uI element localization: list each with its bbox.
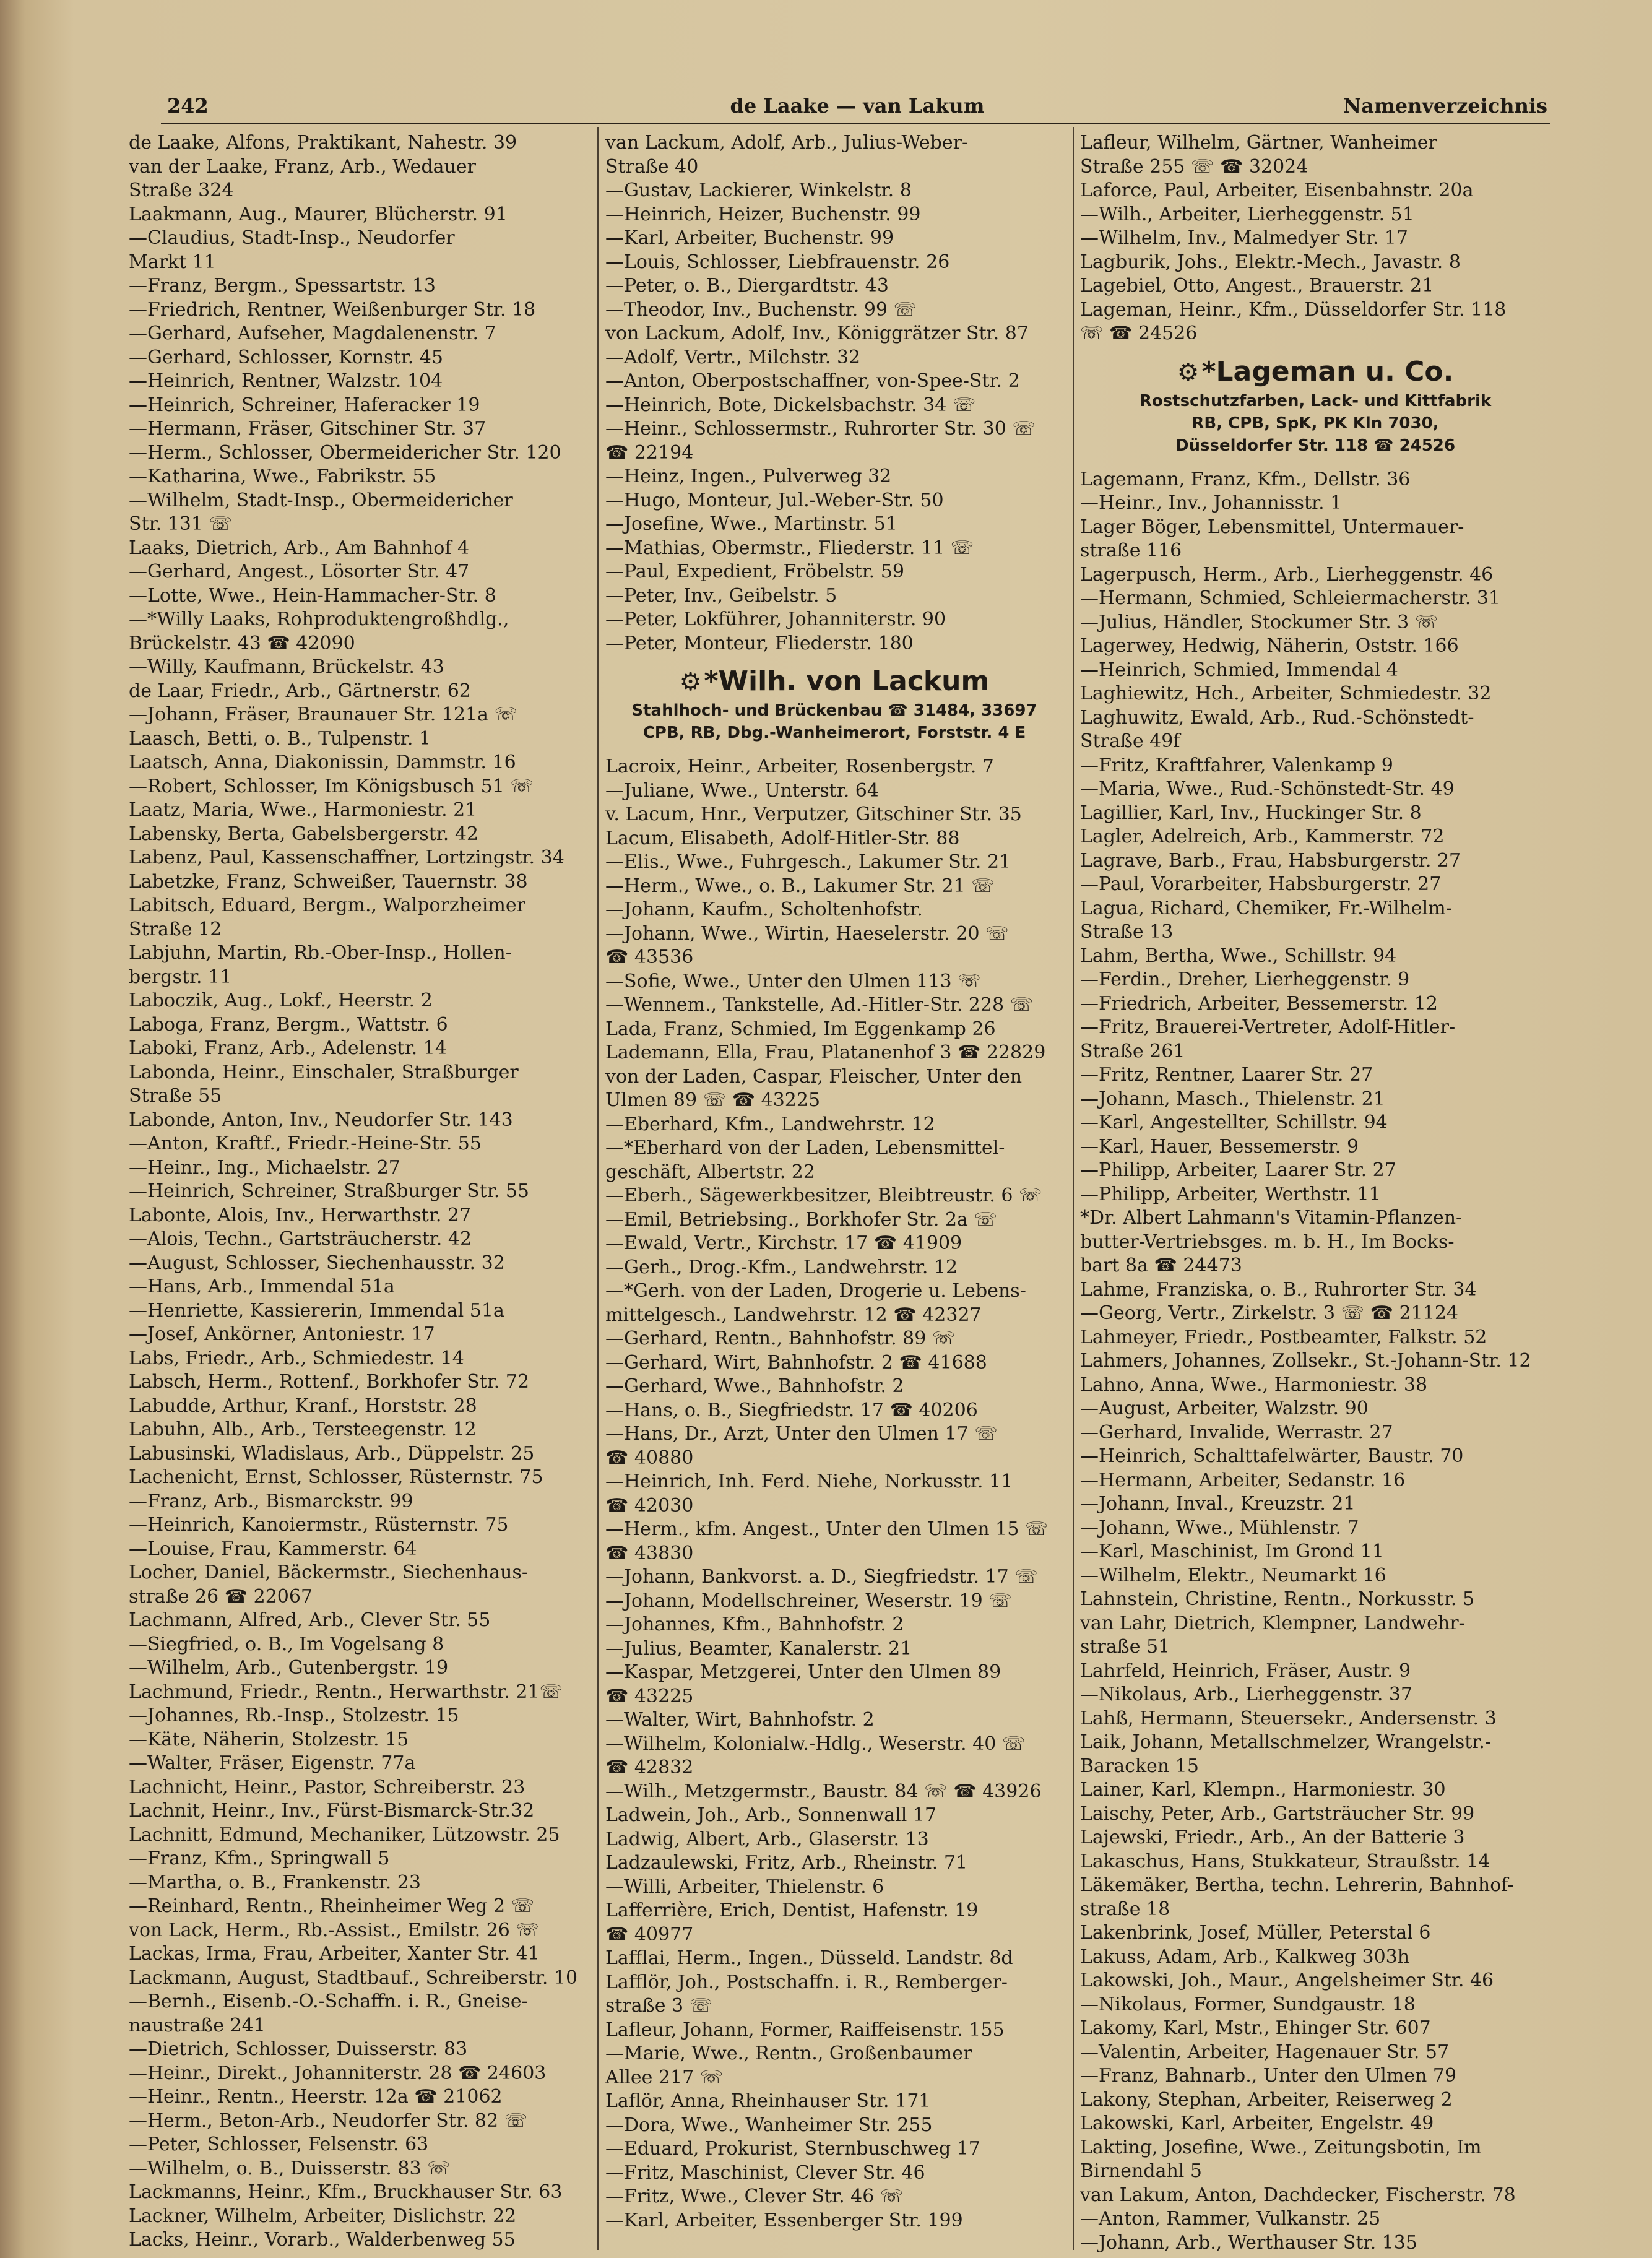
directory-entry: Straße 261 <box>1080 1040 1185 1062</box>
directory-entry: —Eberhard, Kfm., Landwehrstr. 12 <box>605 1113 935 1135</box>
directory-entry: Straße 12 <box>129 918 222 940</box>
directory-entry: Labitsch, Eduard, Bergm., Walporzheimer <box>129 894 525 916</box>
directory-entry: —Alois, Techn., Gartsträucherstr. 42 <box>129 1228 472 1250</box>
directory-entry: —Fritz, Wwe., Clever Str. 46 ☏ <box>605 2186 904 2207</box>
directory-entry: —Heinz, Ingen., Pulverweg 32 <box>605 465 892 487</box>
column-2-entries-bottom <box>605 755 1063 2233</box>
directory-entry: —Johann, Kaufm., Scholtenhofstr. <box>605 899 923 920</box>
directory-entry: Lachnit, Heinr., Inv., Fürst-Bismarck-Str.32 <box>129 1800 535 1822</box>
directory-entry: butter-Vertriebsges. m. b. H., Im Bocks- <box>1080 1231 1455 1253</box>
directory-entry: Straße 40 <box>605 155 699 178</box>
directory-entry: —Dietrich, Schlosser, Duisserstr. 83 <box>129 2038 468 2060</box>
directory-entry: Ladwig, Albert, Arb., Glaserstr. 13 <box>605 1828 929 1850</box>
ad-line: RB, CPB, SpK, PK Kln 7030, <box>1191 413 1439 433</box>
directory-entry: v. Lacum, Hnr., Verputzer, Gitschiner Str. 35 <box>605 803 1022 825</box>
directory-entry: Labonde, Anton, Inv., Neudorfer Str. 143 <box>129 1109 513 1131</box>
directory-entry: —Walter, Fräser, Eigenstr. 77a <box>129 1752 416 1774</box>
directory-entry: —Katharina, Wwe., Fabrikstr. 55 <box>129 465 436 487</box>
directory-entry: —Maria, Wwe., Rud.-Schönstedt-Str. 49 <box>1080 778 1455 800</box>
directory-entry: —Johann, Fräser, Braunauer Str. 121a ☏ <box>129 704 517 725</box>
directory-entry: —Hugo, Monteur, Jul.-Weber-Str. 50 <box>605 489 944 511</box>
directory-entry: Lackmann, August, Stadtbauf., Schreiberstr. 10 <box>129 1966 578 1989</box>
directory-entry: Lageman, Heinr., Kfm., Düsseldorfer Str. 118 <box>1080 298 1507 321</box>
column-3-entries-top <box>1080 131 1550 346</box>
directory-entry: Laboga, Franz, Bergm., Wattstr. 6 <box>129 1013 448 1036</box>
directory-entry: —Anton, Rammer, Vulkanstr. 25 <box>1080 2208 1381 2230</box>
directory-entry: Lakowski, Joh., Maur., Angelsheimer Str. 46 <box>1080 1970 1494 1991</box>
ad-title: *Lageman u. Co. <box>1201 355 1454 387</box>
directory-entry: —Peter, Lokführer, Johanniterstr. 90 <box>605 608 946 630</box>
directory-entry: Lackas, Irma, Frau, Arbeiter, Xanter Str. 41 <box>129 1943 540 1965</box>
directory-entry: —Käte, Näherin, Stolzestr. 15 <box>129 1728 409 1750</box>
directory-entry: —Georg, Vertr., Zirkelstr. 3 ☏ ☎ 21124 <box>1080 1302 1459 1324</box>
directory-entry: —Mathias, Obermstr., Fliederstr. 11 ☏ <box>605 537 974 559</box>
directory-entry: ☎ 40977 <box>605 1923 694 1945</box>
directory-entry: de Laake, Alfons, Praktikant, Nahestr. 39 <box>129 132 517 154</box>
directory-entry: Lachnitt, Edmund, Mechaniker, Lützowstr. 25 <box>129 1823 560 1846</box>
directory-entry: Locher, Daniel, Bäckermstr., Siechenhaus- <box>129 1562 528 1583</box>
directory-entry: Lafferrière, Erich, Dentist, Hafenstr. 19 <box>605 1900 979 1921</box>
directory-entry: van Lahr, Dietrich, Klempner, Landwehr- <box>1080 1612 1465 1634</box>
directory-entry: Labonte, Alois, Inv., Herwarthstr. 27 <box>129 1204 472 1226</box>
directory-entry: —Franz, Kfm., Springwall 5 <box>129 1848 390 1869</box>
directory-entry: —Johannes, Kfm., Bahnhofstr. 2 <box>605 1614 904 1635</box>
directory-entry: Ulmen 89 ☏ ☎ 43225 <box>605 1089 821 1111</box>
page-header <box>167 92 1547 121</box>
directory-entry: —Karl, Arbeiter, Buchenstr. 99 <box>605 227 894 249</box>
directory-entry: Straße 324 <box>129 180 234 201</box>
directory-entry: —Johann, Inval., Kreuzstr. 21 <box>1080 1493 1356 1515</box>
directory-entry: —Johann, Bankvorst. a. D., Siegfriedstr. 17 ☏ <box>605 1566 1038 1588</box>
directory-entry: —Anton, Kraftf., Friedr.-Heine-Str. 55 <box>129 1133 482 1154</box>
directory-entry: —Johann, Masch., Thielenstr. 21 <box>1080 1088 1385 1110</box>
directory-entry: Lafleur, Johann, Former, Raiffeisenstr. 155 <box>605 2018 1005 2041</box>
directory-entry: Lachenicht, Ernst, Schlosser, Rüsternstr. 75 <box>129 1466 543 1488</box>
directory-entry: —Nikolaus, Arb., Lierheggenstr. 37 <box>1080 1684 1413 1705</box>
directory-entry: —Hans, Arb., Immendal 51a <box>129 1276 395 1297</box>
directory-entry: —Fritz, Rentner, Laarer Str. 27 <box>1080 1064 1373 1086</box>
directory-entry: Lahnstein, Christine, Rentn., Norkusstr. 5 <box>1080 1588 1474 1610</box>
directory-entry: Birnendahl 5 <box>1080 2160 1203 2182</box>
directory-entry: Lakuss, Adam, Arb., Kalkweg 303h <box>1080 1945 1410 1968</box>
directory-entry: geschäft, Albertstr. 22 <box>605 1161 815 1183</box>
directory-entry: von Lackum, Adolf, Inv., Königgrätzer Str. 87 <box>605 322 1029 344</box>
directory-entry: —Heinr., Inv., Johannisstr. 1 <box>1080 492 1343 514</box>
column-2-entries-top <box>605 131 1063 655</box>
directory-entry: straße 3 ☏ <box>605 1995 713 2017</box>
directory-entry: —Gerhard, Invalide, Werrastr. 27 <box>1080 1421 1393 1443</box>
directory-entry: Lackmanns, Heinr., Kfm., Bruckhauser Str. 63 <box>129 2181 563 2203</box>
ad-line: Stahlhoch- und Brückenbau ☎ 31484, 33697 <box>631 701 1037 720</box>
directory-entry: —Martha, o. B., Frankenstr. 23 <box>129 1871 421 1893</box>
directory-entry: —Gerhard, Angest., Lösorter Str. 47 <box>129 561 470 582</box>
directory-entry: Lager Böger, Lebensmittel, Untermauer- <box>1080 516 1464 538</box>
directory-entry: —Ewald, Vertr., Kirchstr. 17 ☎ 41909 <box>605 1232 962 1254</box>
directory-entry: —Franz, Bahnarb., Unter den Ulmen 79 <box>1080 2065 1457 2087</box>
directory-entry: —*Eberhard von der Laden, Lebensmittel- <box>605 1137 1005 1159</box>
directory-entry: —Dora, Wwe., Wanheimer Str. 255 <box>605 2114 933 2136</box>
directory-entry: Straße 13 <box>1080 921 1174 943</box>
directory-entry: Lafflör, Joh., Postschaffn. i. R., Remberger- <box>605 1971 1008 1993</box>
directory-entry: —Gustav, Lackierer, Winkelstr. 8 <box>605 180 912 201</box>
directory-entry: —*Gerh. von der Laden, Drogerie u. Lebens- <box>605 1280 1026 1302</box>
directory-entry: Lakenbrink, Josef, Müller, Peterstal 6 <box>1080 1922 1431 1944</box>
directory-entry: —Philipp, Arbeiter, Laarer Str. 27 <box>1080 1159 1396 1181</box>
directory-entry: —Gerhard, Schlosser, Kornstr. 45 <box>129 346 443 368</box>
directory-entry: —Johannes, Rb.-Insp., Stolzestr. 15 <box>129 1705 459 1726</box>
directory-entry: Lachnicht, Heinr., Pastor, Schreiberstr. 23 <box>129 1776 525 1798</box>
directory-entry: Labensky, Berta, Gabelsbergerstr. 42 <box>129 823 478 845</box>
directory-entry: Lakowski, Karl, Arbeiter, Engelstr. 49 <box>1080 2113 1434 2134</box>
directory-entry: Lakomy, Karl, Mstr., Ehinger Str. 607 <box>1080 2017 1431 2039</box>
directory-entry: —Kaspar, Metzgerei, Unter den Ulmen 89 <box>605 1661 1001 1683</box>
directory-entry: —Wilhelm, o. B., Duisserstr. 83 ☏ <box>129 2157 451 2179</box>
directory-entry: —Julius, Händler, Stockumer Str. 3 ☏ <box>1080 611 1438 633</box>
directory-entry: naustraße 241 <box>129 2014 266 2036</box>
directory-entry: Lahno, Anna, Wwe., Harmoniestr. 38 <box>1080 1373 1428 1396</box>
directory-entry: Laghiewitz, Hch., Arbeiter, Schmiedestr. 32 <box>1080 683 1492 704</box>
directory-entry: —Eberh., Sägewerkbesitzer, Bleibtreustr. 6 ☏ <box>605 1185 1042 1206</box>
directory-entry: ☏ ☎ 24526 <box>1080 322 1198 344</box>
directory-entry: Lachmund, Friedr., Rentn., Herwarthstr. 21☏ <box>129 1681 563 1703</box>
directory-entry: Lackner, Wilhelm, Arbeiter, Dislichstr. 22 <box>129 2205 517 2227</box>
directory-entry: Brückelstr. 43 ☎ 42090 <box>129 632 355 654</box>
directory-entry: —Walter, Wirt, Bahnhofstr. 2 <box>605 1709 875 1731</box>
directory-entry: Labjuhn, Martin, Rb.-Ober-Insp., Hollen- <box>129 942 512 964</box>
directory-entry: —Heinrich, Rentner, Walzstr. 104 <box>129 370 443 392</box>
header-rule <box>161 123 1550 124</box>
directory-entry: Lahmers, Johannes, Zollsekr., St.-Johann-Str. 12 <box>1080 1350 1531 1372</box>
directory-entry: —Heinr., Schlossermstr., Ruhrorter Str. 30 ☏ <box>605 418 1036 439</box>
directory-entry: —Herm., Wwe., o. B., Lakumer Str. 21 ☏ <box>605 875 995 897</box>
directory-entry: Labenz, Paul, Kassenschaffner, Lortzingstr. 34 <box>129 847 564 868</box>
directory-entry: —Friedrich, Arbeiter, Bessemerstr. 12 <box>1080 992 1438 1014</box>
directory-entry: —Peter, Schlosser, Felsenstr. 63 <box>129 2134 429 2155</box>
directory-entry: —Heinrich, Schreiner, Haferacker 19 <box>129 394 480 416</box>
directory-entry: —August, Schlosser, Siechenhausstr. 32 <box>129 1252 505 1274</box>
directory-entry: von der Laden, Caspar, Fleischer, Unter den <box>605 1065 1023 1088</box>
directory-entry: Laatsch, Anna, Diakonissin, Dammstr. 16 <box>129 751 516 773</box>
directory-entry: Lainer, Karl, Klempn., Harmoniestr. 30 <box>1080 1779 1446 1801</box>
directory-entry: —Sofie, Wwe., Unter den Ulmen 113 ☏ <box>605 970 981 992</box>
directory-entry: —Louis, Schlosser, Liebfrauenstr. 26 <box>605 251 950 273</box>
directory-entry: Lafflai, Herm., Ingen., Düsseld. Landstr. 8d <box>605 1947 1013 1969</box>
gear-icon: ⚙ <box>1177 358 1200 387</box>
directory-entry: —Franz, Arb., Bismarckstr. 99 <box>129 1490 413 1512</box>
directory-entry: ☎ 40880 <box>605 1447 694 1469</box>
page-title: de Laake — van Lakum <box>730 94 985 118</box>
directory-entry: Lacks, Heinr., Vorarb., Walderbenweg 55 <box>129 2229 516 2251</box>
directory-entry: Baracken 15 <box>1080 1755 1199 1777</box>
ad-line: CPB, RB, Dbg.-Wanheimerort, Forststr. 4 E <box>642 724 1026 742</box>
directory-entry: Laaks, Dietrich, Arb., Am Bahnhof 4 <box>129 537 470 559</box>
directory-entry: —Hans, o. B., Siegfriedstr. 17 ☎ 40206 <box>605 1399 978 1421</box>
directory-entry: —Heinrich, Kanoiermstr., Rüsternstr. 75 <box>129 1514 509 1536</box>
directory-entry: Straße 49f <box>1080 730 1180 752</box>
directory-entry: —Hermann, Fräser, Gitschiner Str. 37 <box>129 418 487 439</box>
directory-entry: ☎ 43536 <box>605 946 694 968</box>
directory-entry: —Paul, Expedient, Fröbelstr. 59 <box>605 561 905 582</box>
directory-entry: Laghuwitz, Ewald, Arb., Rud.-Schönstedt- <box>1080 706 1474 729</box>
directory-entry: Ladzaulewski, Fritz, Arb., Rheinstr. 71 <box>605 1852 968 1874</box>
directory-entry: straße 26 ☎ 22067 <box>129 1585 313 1607</box>
directory-entry: Lahm, Bertha, Wwe., Schillstr. 94 <box>1080 945 1397 967</box>
directory-entry: Laischy, Peter, Arb., Gartsträucher Str. 99 <box>1080 1802 1475 1825</box>
directory-entry: Lagillier, Karl, Inv., Huckinger Str. 8 <box>1080 802 1422 824</box>
directory-entry: —Siegfried, o. B., Im Vogelsang 8 <box>129 1633 444 1655</box>
directory-entry: —Gerh., Drog.-Kfm., Landwehrstr. 12 <box>605 1256 958 1278</box>
ad-line: Rostschutzfarben, Lack- und Kittfabrik <box>1139 391 1492 410</box>
directory-entry: —Louise, Frau, Kammerstr. 64 <box>129 1538 417 1560</box>
directory-entry: —Gerhard, Wirt, Bahnhofstr. 2 ☎ 41688 <box>605 1351 987 1373</box>
directory-entry: van der Laake, Franz, Arb., Wedauer <box>129 155 476 178</box>
directory-entry: Laasch, Betti, o. B., Tulpenstr. 1 <box>129 727 431 750</box>
directory-entry: —Claudius, Stadt-Insp., Neudorfer <box>129 227 455 249</box>
directory-entry: Lafleur, Wilhelm, Gärtner, Wanheimer <box>1080 132 1437 154</box>
directory-entry: —Elis., Wwe., Fuhrgesch., Lakumer Str. 21 <box>605 851 1011 873</box>
directory-entry: —Wennem., Tankstelle, Ad.-Hitler-Str. 228 ☏ <box>605 994 1034 1016</box>
directory-entry: Lakony, Stephan, Arbeiter, Reiserweg 2 <box>1080 2088 1453 2111</box>
directory-entry: —Theodor, Inv., Buchenstr. 99 ☏ <box>605 298 917 321</box>
directory-entry: Lagburik, Johs., Elektr.-Mech., Javastr. 8 <box>1080 251 1461 273</box>
directory-entry: Labonda, Heinr., Einschaler, Straßburger <box>129 1061 519 1083</box>
directory-entry: Laboki, Franz, Arb., Adelenstr. 14 <box>129 1037 448 1059</box>
directory-entry: —Herm., Beton-Arb., Neudorfer Str. 82 ☏ <box>129 2109 528 2132</box>
directory-entry: ☎ 42030 <box>605 1494 694 1516</box>
directory-entry: Lagua, Richard, Chemiker, Fr.-Wilhelm- <box>1080 897 1452 919</box>
directory-entry: Laforce, Paul, Arbeiter, Eisenbahnstr. 20a <box>1080 180 1474 201</box>
directory-entry: —Marie, Wwe., Rentn., Großenbaumer <box>605 2043 972 2064</box>
directory-entry: Lademann, Ella, Frau, Platanenhof 3 ☎ 22829 <box>605 1042 1046 1063</box>
directory-entry: —Lotte, Wwe., Hein-Hammacher-Str. 8 <box>129 584 496 607</box>
page-number: 242 <box>167 94 209 118</box>
directory-entry: —Peter, o. B., Diergardtstr. 43 <box>605 275 889 296</box>
directory-entry: ☎ 43225 <box>605 1685 694 1707</box>
ad-line: Düsseldorfer Str. 118 ☎ 24526 <box>1175 436 1456 455</box>
directory-entry: —Josefine, Wwe., Martinstr. 51 <box>605 513 897 535</box>
directory-entry: —Friedrich, Rentner, Weißenburger Str. 18 <box>129 298 536 321</box>
directory-entry: —August, Arbeiter, Walzstr. 90 <box>1080 1398 1369 1419</box>
directory-entry: Lagrave, Barb., Frau, Habsburgerstr. 27 <box>1080 849 1461 872</box>
directory-entry: —Wilhelm, Kolonialw.-Hdlg., Weserstr. 40 ☏ <box>605 1732 1026 1755</box>
directory-entry: —Heinrich, Schreiner, Straßburger Str. 55 <box>129 1180 529 1202</box>
directory-entry: Laakmann, Aug., Maurer, Blücherstr. 91 <box>129 203 508 225</box>
directory-entry: —Anton, Oberpostschaffner, von-Spee-Str. 2 <box>605 370 1020 392</box>
directory-entry: —Johann, Modellschreiner, Weserstr. 19 ☏ <box>605 1590 1012 1612</box>
directory-entry: Lakting, Josefine, Wwe., Zeitungsbotin, Im <box>1080 2136 1482 2158</box>
directory-entry: —Karl, Angestellter, Schillstr. 94 <box>1080 1112 1388 1133</box>
column-divider <box>1073 127 1074 2250</box>
directory-entry: —Willi, Arbeiter, Thielenstr. 6 <box>605 1875 884 1898</box>
column-3 <box>1080 131 1550 2255</box>
directory-entry: Lagler, Adelreich, Arb., Kammerstr. 72 <box>1080 826 1445 847</box>
directory-entry: ☎ 42832 <box>605 1757 694 1778</box>
directory-entry: Labs, Friedr., Arb., Schmiedestr. 14 <box>129 1347 464 1369</box>
advertisement-lackum <box>605 655 1063 755</box>
directory-entry: —Wilhelm, Inv., Malmedyer Str. 17 <box>1080 227 1408 249</box>
directory-entry: Lakaschus, Hans, Stukkateur, Straußstr. 14 <box>1080 1850 1490 1872</box>
directory-entry: Lahmeyer, Friedr., Postbeamter, Falkstr. 52 <box>1080 1326 1487 1348</box>
directory-entry: Lagerwey, Hedwig, Näherin, Oststr. 166 <box>1080 635 1459 657</box>
directory-entry: —Ferdin., Dreher, Lierheggenstr. 9 <box>1080 969 1410 990</box>
directory-entry: —Valentin, Arbeiter, Hagenauer Str. 57 <box>1080 2041 1450 2063</box>
directory-entry: Markt 11 <box>129 251 216 273</box>
directory-entry: Lagerpusch, Herm., Arb., Lierheggenstr. 46 <box>1080 563 1494 586</box>
directory-entry: Laatz, Maria, Wwe., Harmoniestr. 21 <box>129 799 477 821</box>
directory-entry: —Paul, Vorarbeiter, Habsburgerstr. 27 <box>1080 873 1442 895</box>
directory-entry: Labusinski, Wladislaus, Arb., Düppelstr. 25 <box>129 1442 535 1464</box>
directory-entry: straße 51 <box>1080 1636 1170 1658</box>
directory-entry: Lahrfeld, Heinrich, Fräser, Austr. 9 <box>1080 1659 1411 1682</box>
column-divider <box>597 127 599 2250</box>
ad-title: *Wilh. von Lackum <box>704 665 990 697</box>
directory-entry: van Lackum, Adolf, Arb., Julius-Weber- <box>605 132 969 154</box>
directory-entry: —Hans, Dr., Arzt, Unter den Ulmen 17 ☏ <box>605 1423 998 1445</box>
directory-entry: Labetzke, Franz, Schweißer, Tauernstr. 38 <box>129 870 528 893</box>
directory-entry: —Heinr., Ing., Michaelstr. 27 <box>129 1156 400 1179</box>
directory-entry: Lajewski, Friedr., Arb., An der Batterie 3 <box>1080 1827 1465 1848</box>
advertisement-lageman <box>1080 346 1550 468</box>
directory-entry: —Wilhelm, Stadt-Insp., Obermeidericher <box>129 489 513 511</box>
directory-entry: —Heinr., Direkt., Johanniterstr. 28 ☎ 24603 <box>129 2062 547 2084</box>
directory-entry: —Adolf, Vertr., Milchstr. 32 <box>605 346 861 368</box>
directory-entry: —Karl, Arbeiter, Essenberger Str. 199 <box>605 2209 963 2231</box>
directory-entry: —Gerhard, Aufseher, Magdalenenstr. 7 <box>129 322 496 344</box>
directory-entry: mittelgesch., Landwehrstr. 12 ☎ 42327 <box>605 1304 982 1326</box>
directory-entry: van Lakum, Anton, Dachdecker, Fischerstr. 78 <box>1080 2184 1516 2206</box>
directory-entry: Allee 217 ☏ <box>605 2066 724 2088</box>
directory-entry: —Henriette, Kassiererin, Immendal 51a <box>129 1299 504 1321</box>
directory-entry: —Heinrich, Heizer, Buchenstr. 99 <box>605 203 921 225</box>
directory-entry: Laik, Johann, Metallschmelzer, Wrangelstr.- <box>1080 1731 1492 1753</box>
directory-entry: —Peter, Inv., Geibelstr. 5 <box>605 584 837 607</box>
directory-entry: —Gerhard, Rentn., Bahnhofstr. 89 ☏ <box>605 1328 956 1349</box>
directory-entry: —Fritz, Kraftfahrer, Valenkamp 9 <box>1080 754 1393 776</box>
directory-entry: —Julius, Beamter, Kanalerstr. 21 <box>605 1637 912 1659</box>
directory-entry: bart 8a ☎ 24473 <box>1080 1255 1242 1276</box>
column-1 <box>129 131 587 2252</box>
directory-entry: —Heinrich, Schmied, Immendal 4 <box>1080 659 1398 681</box>
directory-entry: —Willy, Kaufmann, Brückelstr. 43 <box>129 656 444 678</box>
directory-entry: —Peter, Monteur, Fliederstr. 180 <box>605 632 914 654</box>
directory-entry: —Johann, Wwe., Wirtin, Haeselerstr. 20 ☏ <box>605 922 1009 945</box>
directory-entry: —Johann, Arb., Werthauser Str. 135 <box>1080 2231 1417 2254</box>
directory-entry: —Karl, Maschinist, Im Grond 11 <box>1080 1541 1384 1562</box>
directory-entry: Labsch, Herm., Rottenf., Borkhofer Str. 72 <box>129 1371 530 1393</box>
directory-entry: bergstr. 11 <box>129 966 232 988</box>
directory-entry: —Heinr., Rentn., Heerstr. 12a ☎ 21062 <box>129 2086 503 2108</box>
directory-entry: —Eduard, Prokurist, Sternbuschweg 17 <box>605 2138 980 2160</box>
directory-entry: —Karl, Hauer, Bessemerstr. 9 <box>1080 1135 1359 1157</box>
directory-entry: Lagebiel, Otto, Angest., Brauerstr. 21 <box>1080 275 1434 296</box>
directory-entry: —Juliane, Wwe., Unterstr. 64 <box>605 779 879 802</box>
directory-entry: Laflör, Anna, Rheinhauser Str. 171 <box>605 2090 931 2112</box>
directory-entry: —Hermann, Arbeiter, Sedanstr. 16 <box>1080 1469 1406 1491</box>
directory-entry: —Nikolaus, Former, Sundgaustr. 18 <box>1080 1993 1416 2015</box>
directory-entry: —Herm., Schlosser, Obermeidericher Str. 120 <box>129 441 561 464</box>
directory-entry: Str. 131 ☏ <box>129 513 233 535</box>
directory-entry: —Robert, Schlosser, Im Königsbusch 51 ☏ <box>129 775 534 797</box>
directory-entry: —Fritz, Maschinist, Clever Str. 46 <box>605 2161 925 2184</box>
directory-entry: —Heinrich, Bote, Dickelsbachstr. 34 ☏ <box>605 394 976 416</box>
directory-entry: Lahme, Franziska, o. B., Ruhrorter Str. 34 <box>1080 1278 1477 1300</box>
directory-entry: straße 116 <box>1080 540 1182 561</box>
directory-entry: Straße 255 ☏ ☎ 32024 <box>1080 155 1308 178</box>
directory-entry: Läkemäker, Bertha, techn. Lehrerin, Bahnhof- <box>1080 1874 1514 1896</box>
directory-entry: —Emil, Betriebsing., Borkhofer Str. 2a ☏ <box>605 1208 997 1231</box>
directory-entry: *Dr. Albert Lahmann's Vitamin-Pflanzen- <box>1080 1207 1463 1229</box>
directory-entry: —*Willy Laaks, Rohproduktengroßhdlg., <box>129 608 509 630</box>
directory-entry: Lachmann, Alfred, Arb., Clever Str. 55 <box>129 1609 491 1631</box>
directory-entry: —Reinhard, Rentn., Rheinheimer Weg 2 ☏ <box>129 1895 535 1917</box>
directory-entry: —Johann, Wwe., Mühlenstr. 7 <box>1080 1516 1359 1539</box>
column-2 <box>605 131 1063 2233</box>
directory-entry: Straße 55 <box>129 1085 222 1107</box>
directory-entry: —Franz, Bergm., Spessartstr. 13 <box>129 275 436 296</box>
column-3-entries-bottom <box>1080 468 1550 2256</box>
directory-entry: Lagemann, Franz, Kfm., Dellstr. 36 <box>1080 468 1411 490</box>
directory-entry: Laboczik, Aug., Lokf., Heerstr. 2 <box>129 990 433 1011</box>
section-title: Namenverzeichnis <box>1343 94 1547 118</box>
gear-icon: ⚙ <box>679 668 702 696</box>
directory-entry: —Bernh., Eisenb.-O.-Schaffn. i. R., Gneise- <box>129 1991 528 2012</box>
directory-entry: ☎ 22194 <box>605 441 694 464</box>
directory-entry: —Heinrich, Inh. Ferd. Niehe, Norkusstr. 11 <box>605 1471 1013 1492</box>
directory-entry: —Hermann, Schmied, Schleiermacherstr. 31 <box>1080 587 1501 609</box>
directory-entry: ☎ 43830 <box>605 1542 694 1564</box>
directory-entry: —Heinrich, Schalttafelwärter, Baustr. 70 <box>1080 1445 1464 1467</box>
directory-entry: Lahß, Hermann, Steuersekr., Andersenstr. 3 <box>1080 1707 1497 1729</box>
directory-entry: —Wilhelm, Arb., Gutenbergstr. 19 <box>129 1657 449 1679</box>
directory-entry: straße 18 <box>1080 1898 1170 1920</box>
directory-entry: Labudde, Arthur, Kranf., Horststr. 28 <box>129 1395 477 1417</box>
directory-entry: Lada, Franz, Schmied, Im Eggenkamp 26 <box>605 1018 996 1040</box>
directory-entry: —Philipp, Arbeiter, Werthstr. 11 <box>1080 1183 1381 1205</box>
directory-entry: —Wilh., Metzgermstr., Baustr. 84 ☏ ☎ 43926 <box>605 1780 1042 1802</box>
directory-entry: Lacum, Elisabeth, Adolf-Hitler-Str. 88 <box>605 827 960 849</box>
directory-entry: —Gerhard, Wwe., Bahnhofstr. 2 <box>605 1375 904 1397</box>
directory-entry: Ladwein, Joh., Arb., Sonnenwall 17 <box>605 1804 937 1826</box>
directory-entry: —Fritz, Brauerei-Vertreter, Adolf-Hitler- <box>1080 1016 1456 1038</box>
directory-entry: Labuhn, Alb., Arb., Tersteegenstr. 12 <box>129 1419 477 1440</box>
directory-entry: —Josef, Ankörner, Antoniestr. 17 <box>129 1323 435 1345</box>
directory-entry: von Lack, Herm., Rb.-Assist., Emilstr. 26 ☏ <box>129 1919 539 1941</box>
directory-entry: —Herm., kfm. Angest., Unter den Ulmen 15 ☏ <box>605 1518 1049 1540</box>
directory-entry: —Wilhelm, Elektr., Neumarkt 16 <box>1080 1564 1386 1586</box>
directory-entry: —Wilh., Arbeiter, Lierheggenstr. 51 <box>1080 203 1414 225</box>
directory-entry: Lacroix, Heinr., Arbeiter, Rosenbergstr. 7 <box>605 756 994 777</box>
directory-entry: de Laar, Friedr., Arb., Gärtnerstr. 62 <box>129 680 471 702</box>
